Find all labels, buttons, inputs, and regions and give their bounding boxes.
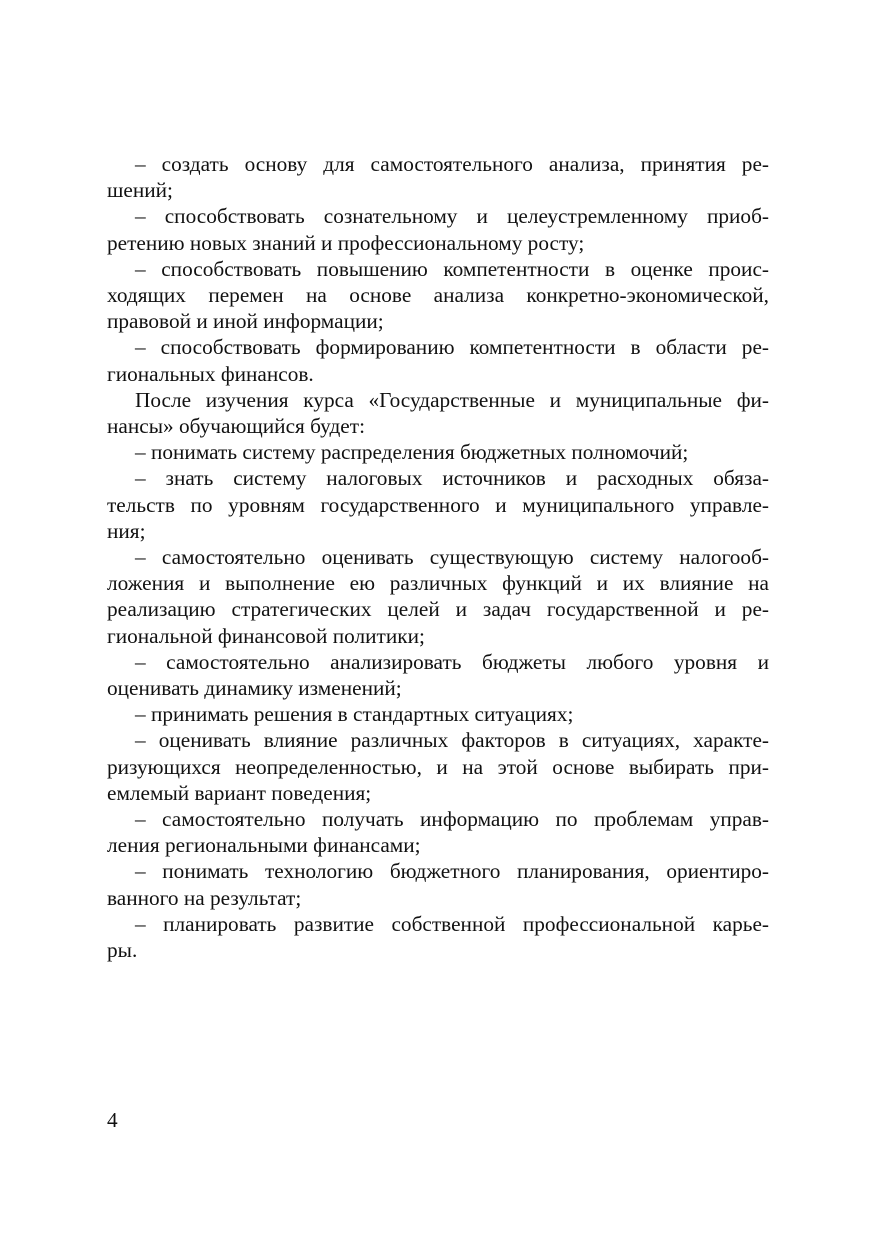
text-line: емлемый вариант поведения; [107, 780, 372, 805]
text-line: оценивать динамику изменений; [107, 676, 402, 701]
text-line: ры. [107, 938, 138, 963]
text-line: – создать основу для самостоятельного анализа, принятия ре- [135, 152, 769, 176]
text-line: тельств по уровням государственного и муниципального управле- [107, 492, 769, 517]
text-line: – понимать технологию бюджетного планирования, ориентиро- [135, 859, 769, 884]
page-number: 4 [107, 1108, 118, 1132]
text-line: ретению новых знаний и профессиональному росту; [107, 230, 585, 255]
text-line: – оценивать влияние различных факторов в ситуациях, характе- [135, 728, 769, 753]
text-line: – знать систему налоговых источников и расходных обяза- [135, 466, 769, 491]
text-line: – принимать решения в стандартных ситуациях; [135, 702, 574, 727]
text-line: После изучения курса «Государственные и муниципальные фи- [135, 387, 769, 412]
text-line: ления региональными финансами; [107, 833, 421, 858]
text-line: ходящих перемен на основе анализа конкретно-экономической, [107, 283, 769, 308]
text-line: нансы» обучающийся будет: [107, 414, 365, 439]
text-line: ложения и выполнение ею различных функций и их влияние на [107, 571, 769, 596]
paragraph-9 [107, 649, 769, 701]
text-line: – планировать развитие собственной профессиональной карье- [135, 911, 769, 936]
paragraph-11 [107, 727, 769, 806]
paragraph-7 [107, 465, 769, 544]
text-line: правовой и иной информации; [107, 309, 384, 334]
text-line: – способствовать сознательному и целеустремленному приоб- [135, 204, 769, 229]
paragraph-12 [107, 806, 769, 858]
text-line: ризующихся неопределенностью, и на этой основе выбирать при- [107, 754, 769, 779]
paragraph-14 [107, 911, 769, 963]
paragraph-6 [107, 439, 769, 465]
paragraph-10 [107, 701, 769, 727]
text-line: ванного на результат; [107, 885, 302, 910]
text-line: – способствовать формированию компетентности в области ре- [135, 335, 769, 360]
paragraph-3 [107, 256, 769, 335]
text-line: реализацию стратегических целей и задач государственной и ре- [107, 597, 769, 622]
text-line: – самостоятельно анализировать бюджеты любого уровня и [135, 649, 769, 674]
paragraph-13 [107, 858, 769, 910]
text-line: ния; [107, 518, 146, 543]
text-line: – понимать систему распределения бюджетных полномочий; [135, 440, 689, 465]
paragraph-1 [107, 151, 769, 203]
text-line: гиональной финансовой политики; [107, 623, 425, 648]
paragraph-4 [107, 334, 769, 386]
paragraph-8 [107, 544, 769, 649]
text-line: гиональных финансов. [107, 361, 314, 386]
text-line: – самостоятельно получать информацию по проблемам управ- [135, 807, 769, 832]
text-line: – способствовать повышению компетентности в оценке проис- [135, 256, 769, 281]
page-body [107, 151, 769, 963]
paragraph-5 [107, 387, 769, 439]
text-line: – самостоятельно оценивать существующую систему налогооб- [135, 545, 769, 570]
text-line: шений; [107, 178, 173, 203]
paragraph-2 [107, 203, 769, 255]
